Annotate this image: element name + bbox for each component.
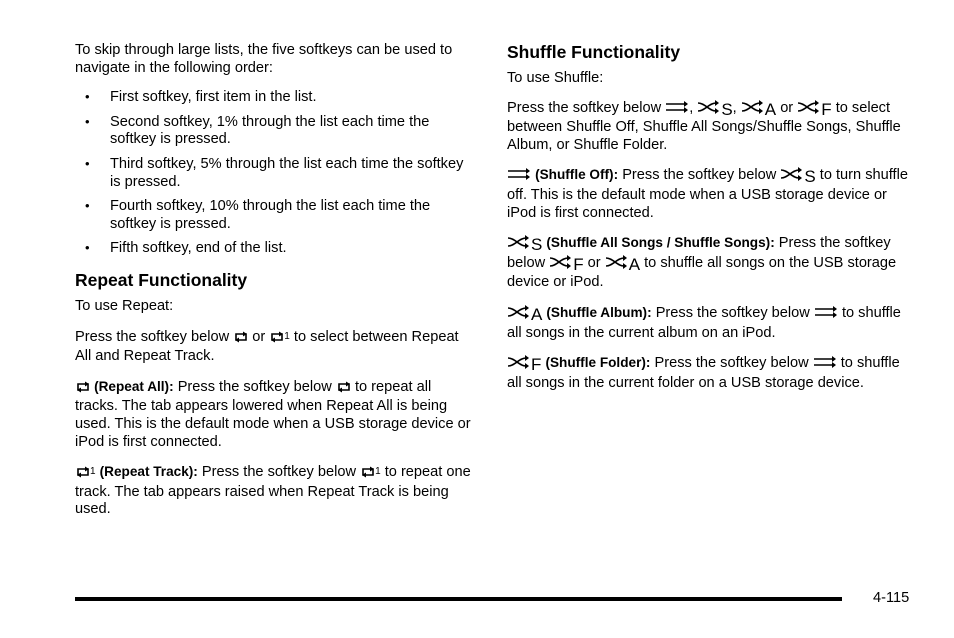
list-item: • Third softkey, 5% through the list each time the softkey is pressed.: [85, 155, 464, 190]
shuffle-folder-icon: F: [507, 355, 541, 375]
shuffle-folder-icon: F: [549, 255, 583, 275]
shuffle-select-paragraph: Press the softkey below , S, A or F to select between Shuffle Off, Shuffle All Songs/Shuffle Songs, Shuffle Album, or Shuffle Folder.: [507, 99, 901, 153]
repeat-all-label: (Repeat All):: [94, 378, 174, 394]
shuffle-album-icon: A: [741, 100, 776, 120]
repeat-all-icon: [75, 381, 90, 399]
shuffle-off-label: (Shuffle Off):: [535, 167, 619, 183]
softkey-list: [75, 89, 475, 258]
shuffle-songs-paragraph: S (Shuffle All Songs / Shuffle Songs): Press the softkey below F or A to shuffle all songs on the USB storage device or iPod.: [507, 235, 897, 291]
repeat-all-icon: [336, 381, 351, 399]
shuffle-album-icon: A: [507, 305, 542, 325]
bullet: •: [85, 240, 90, 256]
bullet: •: [85, 198, 90, 214]
shuffle-album-paragraph: A (Shuffle Album): Press the softkey below to shuffle all songs in the current album on an iPod.: [507, 304, 901, 341]
shuffle-songs-icon: S: [697, 100, 732, 120]
shuffle-off-icon: [665, 100, 689, 120]
bullet: •: [85, 113, 90, 129]
list-item: • First softkey, first item in the list.: [85, 89, 317, 106]
shuffle-album-label: (Shuffle Album):: [546, 304, 652, 320]
repeat-track-label: (Repeat Track):: [99, 464, 198, 480]
repeat-all-icon: [233, 331, 248, 349]
repeat-heading: Repeat Functionality: [75, 269, 248, 290]
list-item: • Fourth softkey, 10% through the list each time the softkey is pressed.: [85, 198, 431, 232]
repeat-track-paragraph: $^1$ (Repeat Track): Press the softkey below $^1$ to repeat one track. The tab appears raised when Repeat Track is being used.: [75, 464, 471, 518]
shuffle-to-use: To use Shuffle:: [507, 70, 604, 86]
right-column: [507, 42, 912, 404]
repeat-select-paragraph: Press the softkey below or $^1$ to select between Repeat All and Repeat Track.: [75, 328, 459, 365]
shuffle-folder-label: (Shuffle Folder):: [545, 355, 651, 371]
shuffle-off-icon: [507, 167, 531, 187]
repeat-track-icon: 1: [269, 328, 290, 349]
footer-rule: [75, 597, 842, 601]
list-item: • Fifth softkey, end of the list.: [85, 240, 287, 257]
shuffle-folder-paragraph: F (Shuffle Folder): Press the softkey below to shuffle all songs in the current folder on a USB storage device.: [507, 355, 900, 391]
shuffle-heading: Shuffle Functionality: [507, 42, 681, 62]
bullet: •: [85, 155, 90, 171]
repeat-track-icon: 1: [75, 463, 96, 484]
page-number: 4-115: [873, 590, 910, 606]
shuffle-folder-icon: F: [797, 100, 831, 120]
repeat-all-paragraph: (Repeat All): Press the softkey below to repeat all tracks. The tab appears lowered when Repeat All is being used. This is the default mode when a USB storage device or iPod is first connected.: [75, 378, 471, 450]
bullet: •: [85, 89, 90, 105]
shuffle-off-icon: [814, 305, 838, 325]
repeat-track-icon: 1: [360, 463, 381, 484]
shuffle-off-icon: [813, 355, 837, 375]
shuffle-songs-icon: S: [507, 235, 542, 255]
shuffle-album-icon: A: [605, 255, 640, 275]
left-column: [75, 42, 475, 531]
shuffle-songs-label: (Shuffle All Songs / Shuffle Songs):: [546, 235, 775, 251]
shuffle-off-paragraph: (Shuffle Off): Press the softkey below S to turn shuffle off. This is the default mode when a USB storage device or iPod is first connected.: [507, 167, 908, 221]
shuffle-songs-icon: S: [780, 167, 815, 187]
intro-paragraph: To skip through large lists, the five softkeys can be used to navigate in the following order:: [75, 42, 453, 76]
list-item: • Second softkey, 1% through the list each time the softkey is pressed.: [85, 113, 430, 148]
repeat-to-use: To use Repeat:: [75, 297, 174, 314]
